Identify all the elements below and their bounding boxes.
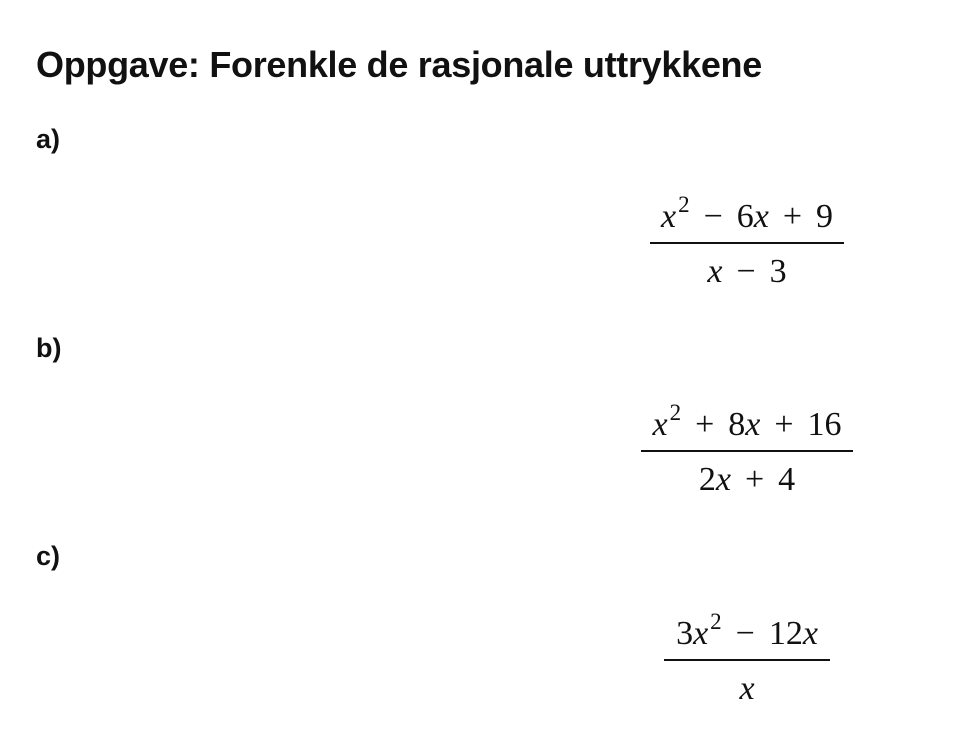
denominator-a xyxy=(703,244,790,292)
term: x xyxy=(745,406,761,443)
part-label-a: a) xyxy=(36,124,61,154)
term: x xyxy=(739,670,755,707)
operator: + xyxy=(695,406,715,443)
coefficient: 8 xyxy=(728,406,746,443)
term: x xyxy=(652,406,668,443)
operator: − xyxy=(735,615,755,652)
denominator-b xyxy=(695,452,799,500)
numerator-a xyxy=(657,192,837,242)
denominator-c xyxy=(735,661,758,709)
fraction-a xyxy=(650,192,844,292)
exponent: 2 xyxy=(710,609,722,634)
page-title: Oppgave: Forenkle de rasjonale uttrykkene xyxy=(36,44,762,85)
constant: 4 xyxy=(778,461,796,498)
constant: 16 xyxy=(807,406,842,443)
term: x xyxy=(660,198,677,235)
term: x xyxy=(707,253,723,290)
operator: − xyxy=(736,253,756,290)
fraction-c xyxy=(664,609,830,709)
fraction-b xyxy=(641,400,853,500)
term: x xyxy=(715,461,731,498)
term: x xyxy=(693,615,709,652)
numerator-b xyxy=(648,400,845,450)
constant: 3 xyxy=(769,253,787,290)
numerator-c xyxy=(672,609,822,659)
operator: + xyxy=(744,461,765,498)
operator: − xyxy=(703,198,723,235)
term: x xyxy=(753,198,769,235)
coefficient: 6 xyxy=(736,198,754,235)
coefficient: 12 xyxy=(768,615,803,652)
coefficient: 3 xyxy=(676,615,694,652)
exponent: 2 xyxy=(678,192,690,217)
operator: + xyxy=(782,198,803,235)
exponent: 2 xyxy=(669,400,682,425)
constant: 9 xyxy=(816,198,834,235)
operator: + xyxy=(774,406,794,443)
coefficient: 2 xyxy=(698,461,716,498)
term: x xyxy=(802,615,818,652)
part-label-c: c) xyxy=(36,541,61,571)
part-label-b: b) xyxy=(36,333,62,363)
